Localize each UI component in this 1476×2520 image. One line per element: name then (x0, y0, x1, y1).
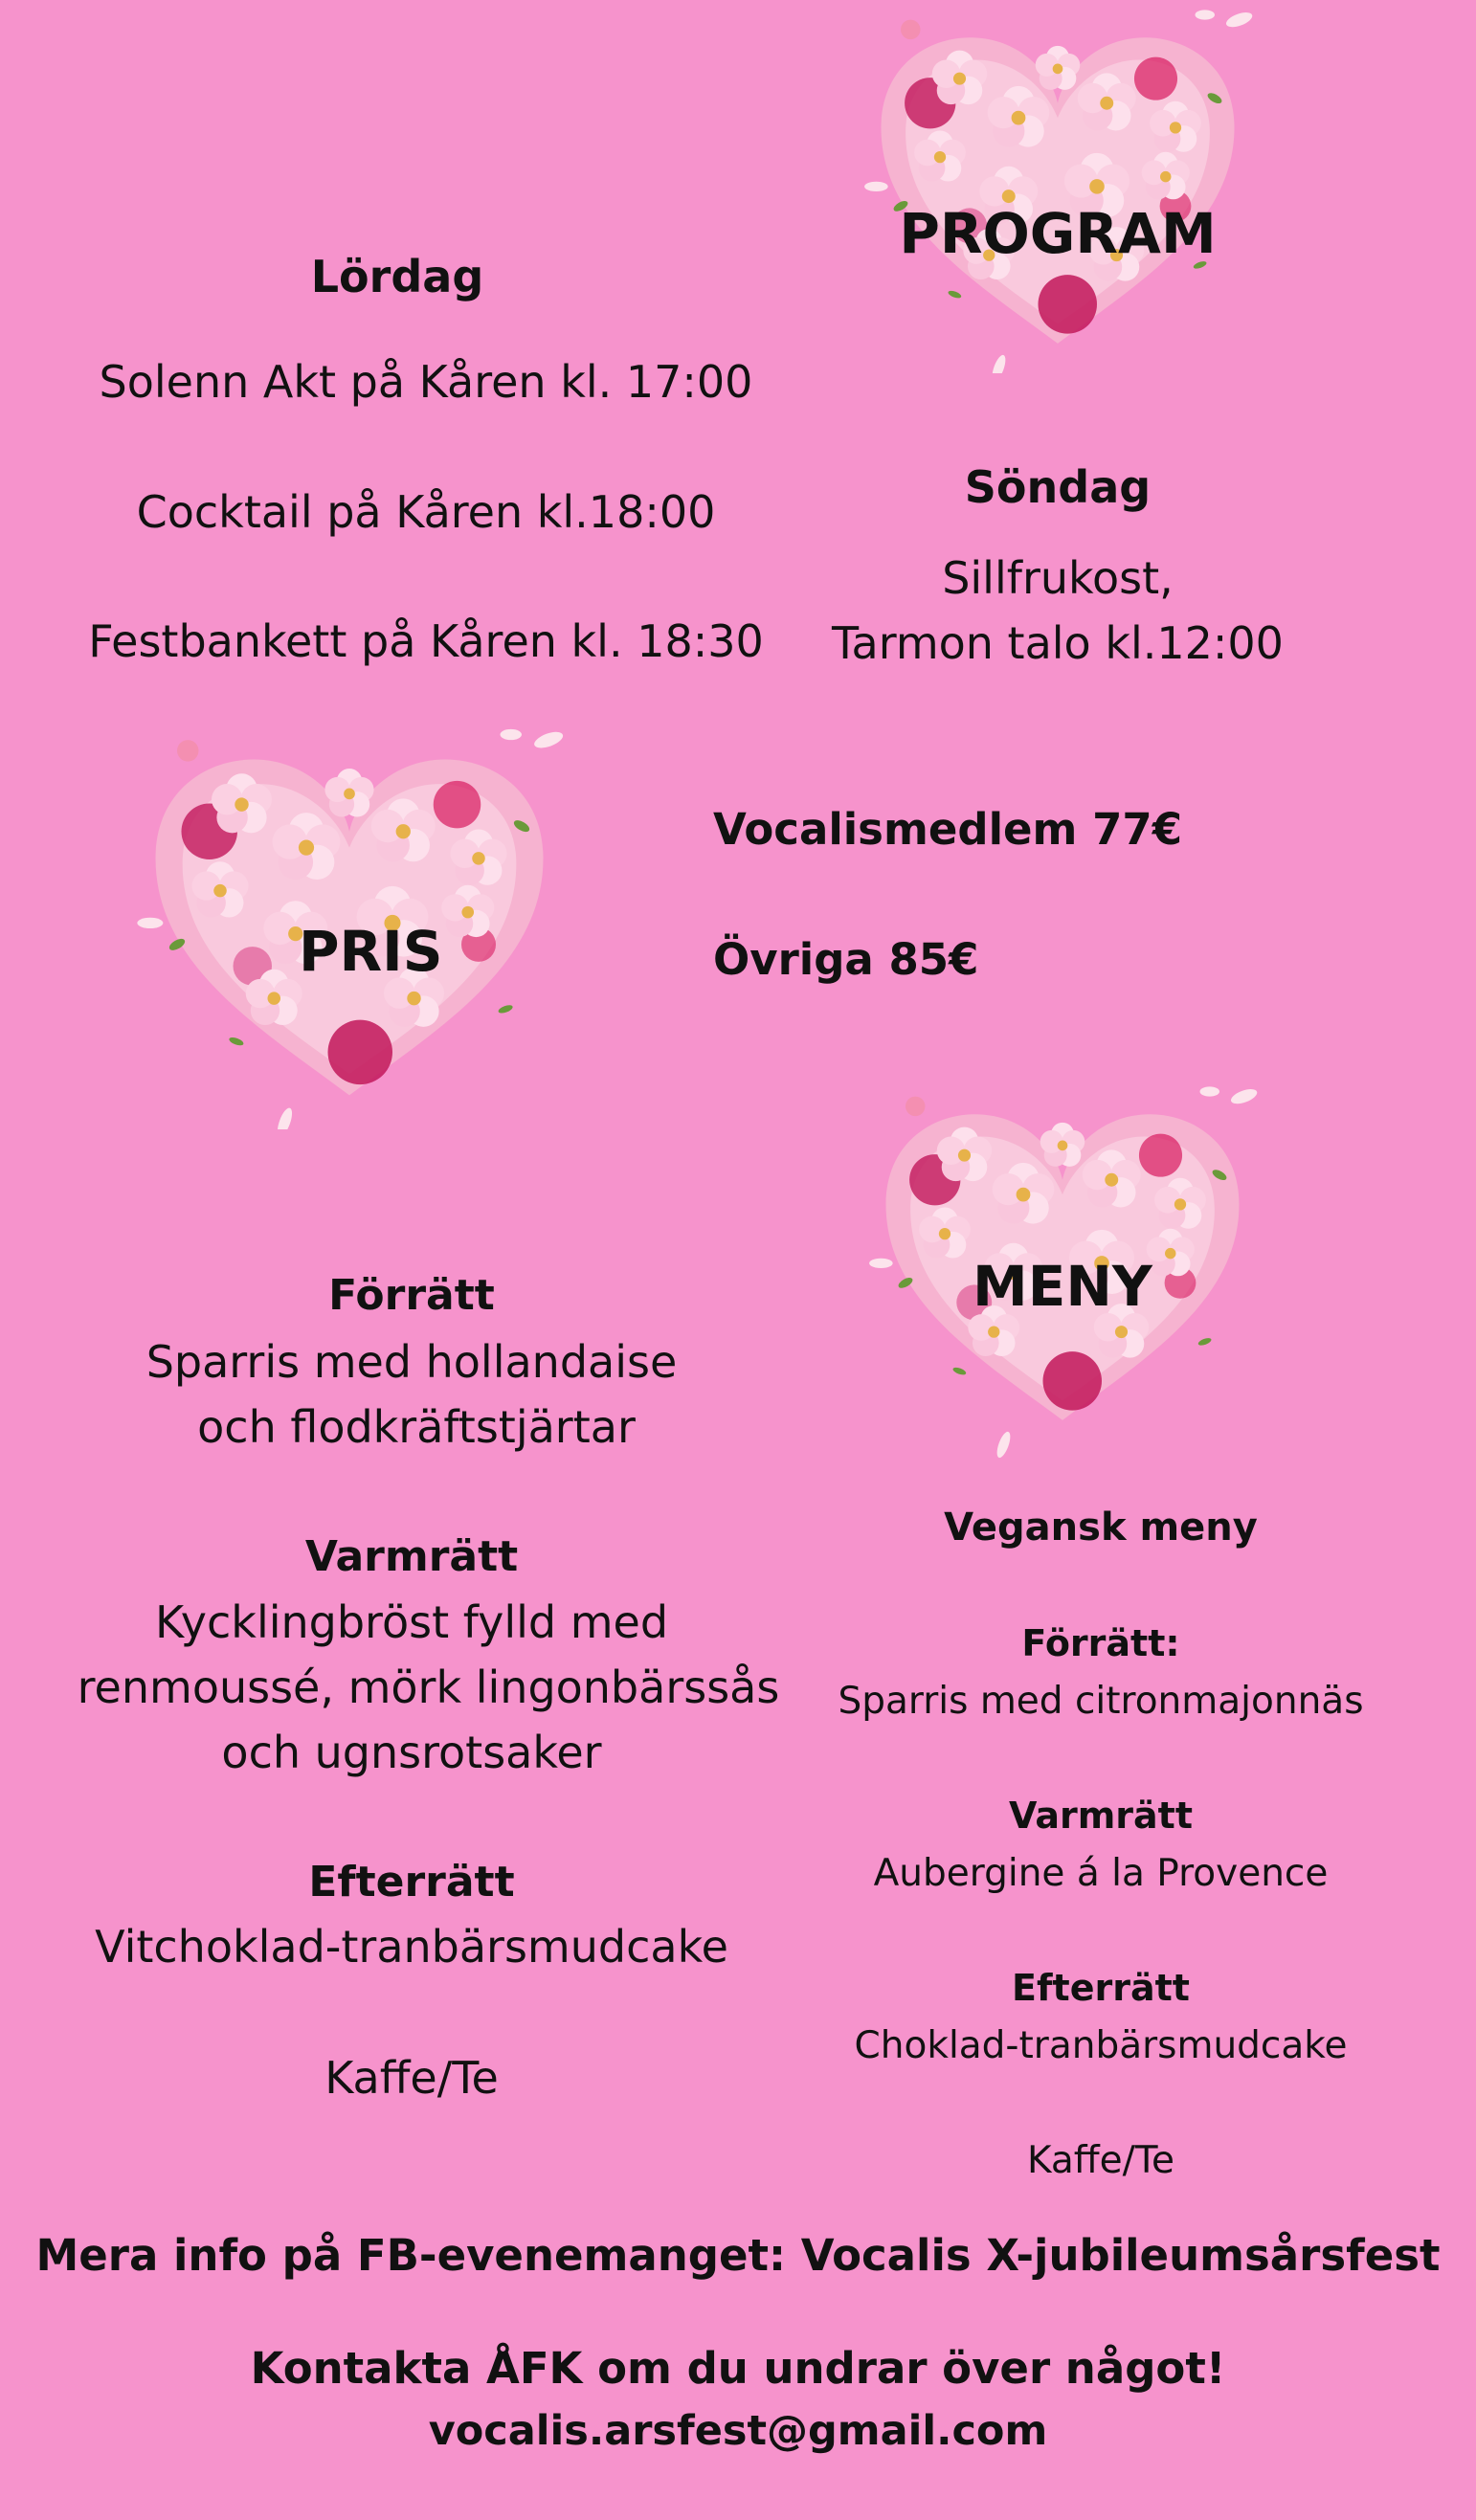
sunday-line-1: Sillfrukost, (942, 552, 1174, 604)
standard-starter-line-1: Sparris med hollandaise (145, 1336, 678, 1388)
standard-dessert-label: Efterrätt (308, 1858, 515, 1907)
vegan-dessert: Choklad-tranbärsmudcake (854, 2024, 1348, 2067)
vegan-main: Aubergine á la Provence (873, 1852, 1329, 1895)
standard-main-label: Varmrätt (304, 1532, 519, 1581)
standard-dessert: Vitchoklad-tranbärsmudcake (95, 1921, 728, 1973)
price-heart-decoration (134, 727, 565, 1129)
menu-heart-decoration (866, 1067, 1259, 1469)
standard-starter-label: Förrätt (328, 1271, 495, 1320)
saturday-item-3: Festbankett på Kåren kl. 18:30 (88, 615, 764, 667)
standard-starter-line-2: och flodkräftstjärtar (197, 1401, 636, 1453)
vegan-coffee: Kaffe/Te (1027, 2139, 1174, 2182)
price-heading: PRIS (299, 919, 443, 984)
footer-contact: Kontakta ÅFK om du undrar över något! (250, 2343, 1226, 2394)
vegan-starter: Sparris med citronmajonnäs (838, 1680, 1364, 1723)
footer-info: Mera info på FB-evenemanget: Vocalis X-jubileumsårsfest (35, 2230, 1441, 2281)
vegan-starter-label: Förrätt: (1021, 1622, 1180, 1664)
footer-email: vocalis.arsfest@gmail.com (428, 2407, 1048, 2455)
sunday-line-2: Tarmon talo kl.12:00 (832, 617, 1284, 669)
saturday-item-1: Solenn Akt på Kåren kl. 17:00 (99, 356, 753, 408)
standard-main-line-3: och ugnsrotsaker (221, 1727, 602, 1778)
standard-coffee: Kaffe/Te (324, 2052, 499, 2104)
price-others: Övriga 85€ (713, 934, 979, 985)
vegan-dessert-label: Efterrätt (1012, 1967, 1190, 2009)
saturday-item-2: Cocktail på Kåren kl.18:00 (136, 486, 716, 538)
price-member: Vocalismedlem 77€ (713, 804, 1183, 855)
standard-main-line-1: Kycklingbröst fylld med (154, 1596, 669, 1648)
program-heading: PROGRAM (899, 201, 1217, 266)
vegan-title: Vegansk meny (944, 1505, 1258, 1550)
saturday-day: Lördag (310, 251, 484, 302)
flower-heart-icon (861, 10, 1254, 373)
menu-heading: MENY (973, 1254, 1152, 1319)
standard-main-line-2: renmoussé, mörk lingonbärssås (77, 1661, 780, 1713)
sunday-day: Söndag (964, 461, 1152, 513)
vegan-main-label: Varmrätt (1008, 1795, 1194, 1837)
program-heart-decoration (861, 10, 1254, 373)
